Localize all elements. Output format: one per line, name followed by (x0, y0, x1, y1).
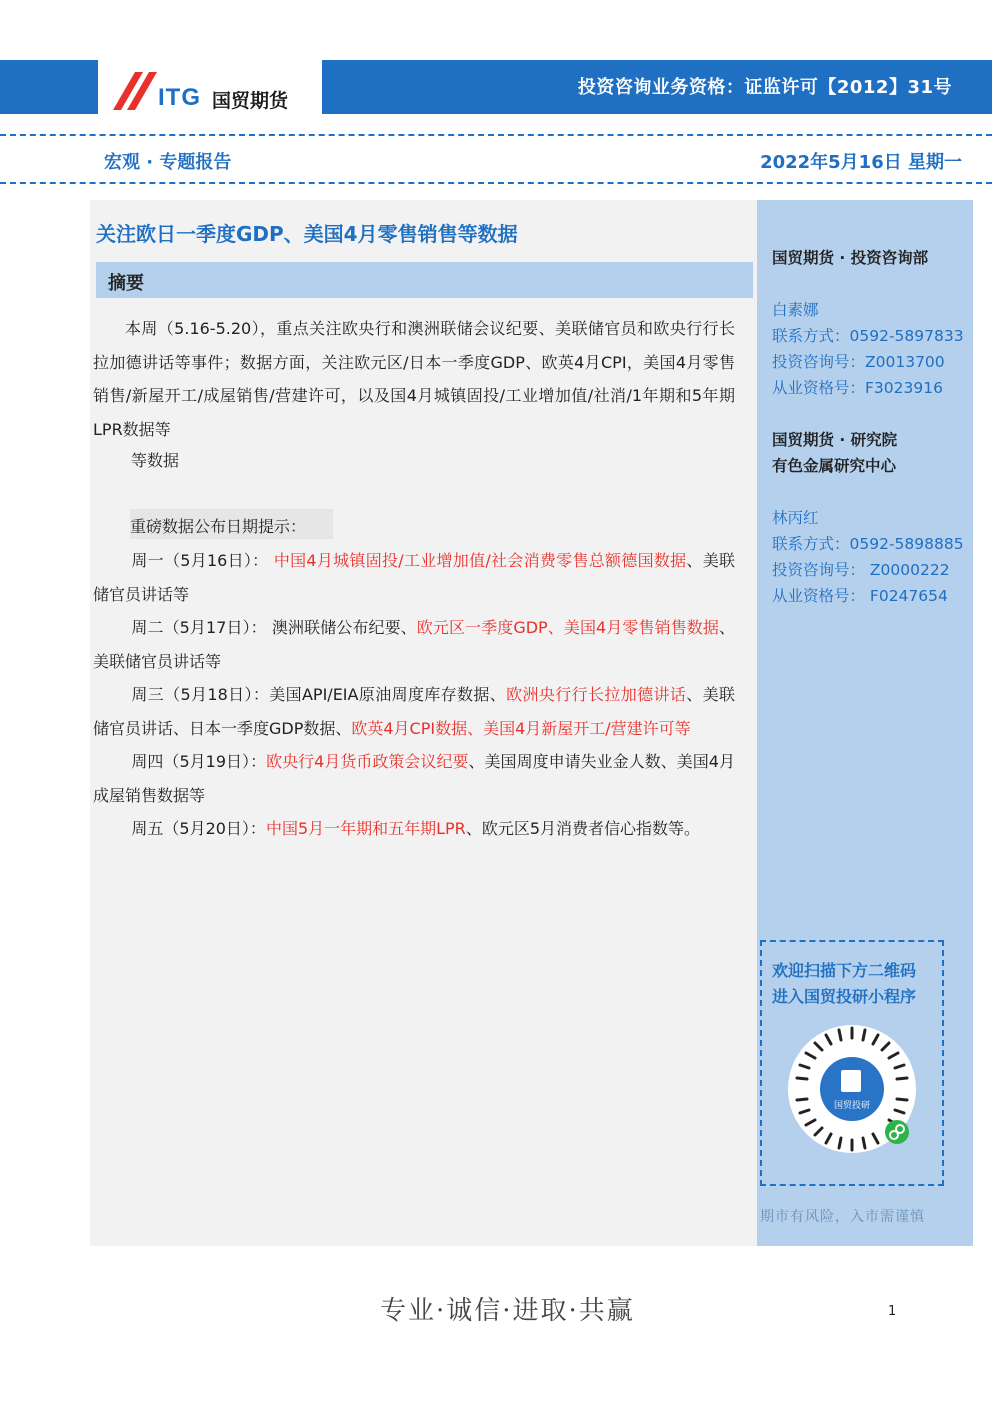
itg-logo-icon (113, 70, 159, 112)
analyst-1-qualification-no: 从业资格号：F3023916 (772, 379, 943, 397)
report-category: 宏观 · 专题报告 (104, 152, 232, 173)
day-prefix: 周五（5月20日）： (131, 819, 266, 838)
summary-label: 摘要 (108, 273, 144, 294)
schedule-day-thursday (93, 745, 735, 812)
qr-instruction-1: 欢迎扫描下方二维码 (772, 961, 917, 980)
logo-itg-text: ITG (158, 84, 201, 111)
summary-bar (96, 262, 753, 298)
day-prefix: 周三（5月18日）：美国API/EIA原油周度库存数据、 (131, 685, 507, 704)
sidebar-dept-advisory: 国贸期货 · 投资咨询部 (772, 249, 929, 267)
day-text: 、美联储官员讲话、日本一季度GDP数据、 (93, 685, 735, 738)
day-highlight: 欧洲央行行长拉加德讲话 (506, 685, 687, 704)
footer-slogan: 专业·诚信·进取·共赢 (380, 1296, 635, 1326)
sidebar-dept-metals: 有色金属研究中心 (772, 457, 897, 475)
day-highlight-2: 欧英4月CPI数据、美国4月新屋开工/营建许可等 (351, 718, 691, 738)
schedule-day-friday (93, 812, 735, 846)
certificate-text: 投资咨询业务资格：证监许可【2012】31号 (577, 77, 952, 98)
day-highlight: 欧元区一季度GDP、美国4月零售销售数据 (416, 618, 719, 637)
day-highlight: 中国4月城镇固投/工业增加值/社会消费零售总额德国数据 (273, 551, 687, 570)
schedule-day-tuesday (93, 611, 735, 678)
report-date: 2022年5月16日 星期一 (760, 152, 962, 173)
divider-top (0, 134, 992, 136)
analyst-2-advisory-no: 投资咨询号： Z0000222 (772, 561, 950, 579)
day-prefix: 周四（5月19日）： (131, 752, 267, 771)
analyst-1-name: 白素娜 (772, 301, 819, 319)
intro-tail: 等数据 (131, 451, 180, 470)
analyst-2-qualification-no: 从业资格号： F0247654 (772, 587, 948, 605)
analyst-1-contact: 联系方式：0592-5897833 (772, 327, 964, 345)
day-prefix: 周二（5月17日）： 澳洲联储公布纪要、 (131, 618, 417, 637)
day-text: 、美国周度申请失业金人数、美国4月成屋销售数据等 (93, 752, 735, 805)
day-text: 、欧元区5月消费者信心指数等。 (465, 819, 700, 838)
intro-paragraph: 本周（5.16-5.20），重点关注欧央行和澳洲联储会议纪要、美联储官员和欧央行行长拉加德讲话等事件；数据方面，关注欧元区/日本一季度GDP、欧英4月CPI，美国4月零售销售/新屋开工/成屋销售/营建许可，以及国4月城镇固投/工业增加值/社消/1年期和5年期LPR数据等 (93, 319, 735, 439)
report-title: 关注欧日一季度GDP、美国4月零售销售等数据 (96, 222, 518, 246)
analyst-2-name: 林丙红 (772, 509, 819, 527)
qr-instruction-2: 进入国贸投研小程序 (772, 987, 917, 1006)
risk-notice: 期市有风险，入市需谨慎 (760, 1209, 925, 1225)
logo-company-name: 国贸期货 (212, 90, 289, 112)
analyst-2-contact: 联系方式：0592-5898885 (772, 535, 964, 553)
sidebar-dept-research: 国贸期货 · 研究院 (772, 431, 898, 449)
schedule-list (93, 544, 735, 846)
divider-bottom (0, 182, 992, 184)
schedule-day-wednesday (93, 678, 735, 745)
mini-program-qr-icon[interactable] (785, 1022, 919, 1156)
page-number: 1 (888, 1304, 897, 1319)
schedule-day-monday (93, 544, 735, 611)
day-highlight: 欧央行4月货币政策会议纪要 (266, 752, 469, 771)
day-text: 、美联储官员讲话等 (93, 618, 735, 671)
qr-label: 国贸投研 (833, 1101, 871, 1111)
day-prefix: 周一（5月16日）： (131, 551, 274, 570)
header-bar-left (0, 60, 98, 114)
day-text: 、美联储官员讲话等 (93, 551, 735, 604)
analyst-1-advisory-no: 投资咨询号：Z0013700 (772, 353, 945, 371)
day-highlight: 中国5月一年期和五年期LPR (265, 819, 466, 838)
schedule-heading: 重磅数据公布日期提示： (130, 517, 307, 536)
